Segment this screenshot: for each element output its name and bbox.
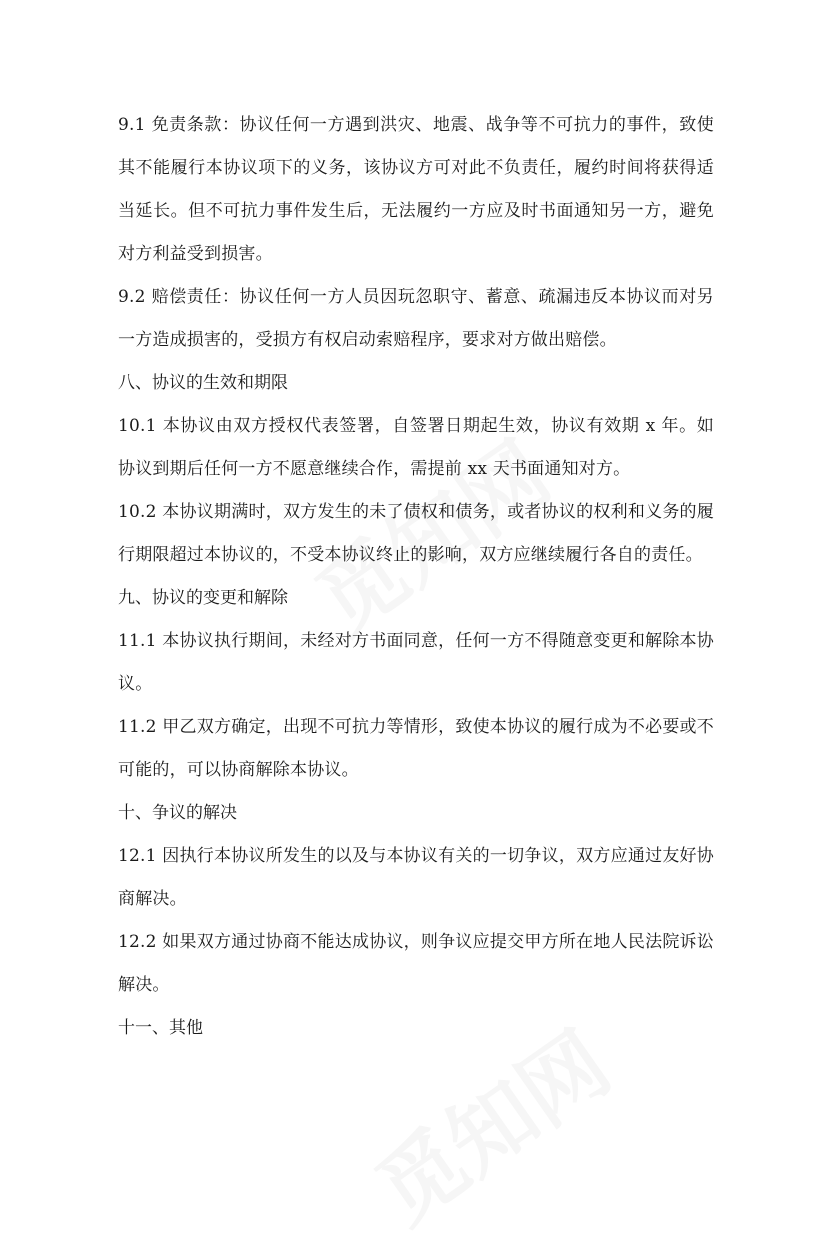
clause-12-2: 12.2 如果双方通过协商不能达成协议，则争议应提交甲方所在地人民法院诉讼解决。 [118,932,714,995]
section-heading-effect-term: 八、协议的生效和期限 [118,373,288,393]
section-heading-other: 十一、其他 [118,1018,203,1038]
clause-10-2: 10.2 本协议期满时，双方发生的未了债权和债务，或者协议的权利和义务的履行期限超过本协议的，不受本协议终止的影响，双方应继续履行各自的责任。 [118,502,714,565]
clause-9-1: 9.1 免责条款：协议任何一方遇到洪灾、地震、战争等不可抗力的事件，致使其不能履行本协议项下的义务，该协议方可对此不负责任，履约时间将获得适当延长。但不可抗力事件发生后，无法履约一方应及时书面通知另一方，避免对方利益受到损害。 [118,115,714,264]
clause-12-1: 12.1 因执行本协议所发生的以及与本协议有关的一切争议，双方应通过友好协商解决。 [118,846,714,909]
document-body [118,104,714,1050]
section-heading-change-termination: 九、协议的变更和解除 [118,588,288,608]
clause-10-1: 10.1 本协议由双方授权代表签署，自签署日期起生效，协议有效期 x 年。如协议到期后任何一方不愿意继续合作，需提前 xx 天书面通知对方。 [118,416,714,479]
clause-9-2: 9.2 赔偿责任：协议任何一方人员因玩忽职守、蓄意、疏漏违反本协议而对另一方造成损害的，受损方有权启动索赔程序，要求对方做出赔偿。 [118,287,714,350]
section-heading-dispute: 十、争议的解决 [118,803,237,823]
clause-11-1: 11.1 本协议执行期间，未经对方书面同意，任何一方不得随意变更和解除本协议。 [118,631,714,694]
clause-11-2: 11.2 甲乙双方确定，出现不可抗力等情形，致使本协议的履行成为不必要或不可能的，可以协商解除本协议。 [118,717,714,780]
